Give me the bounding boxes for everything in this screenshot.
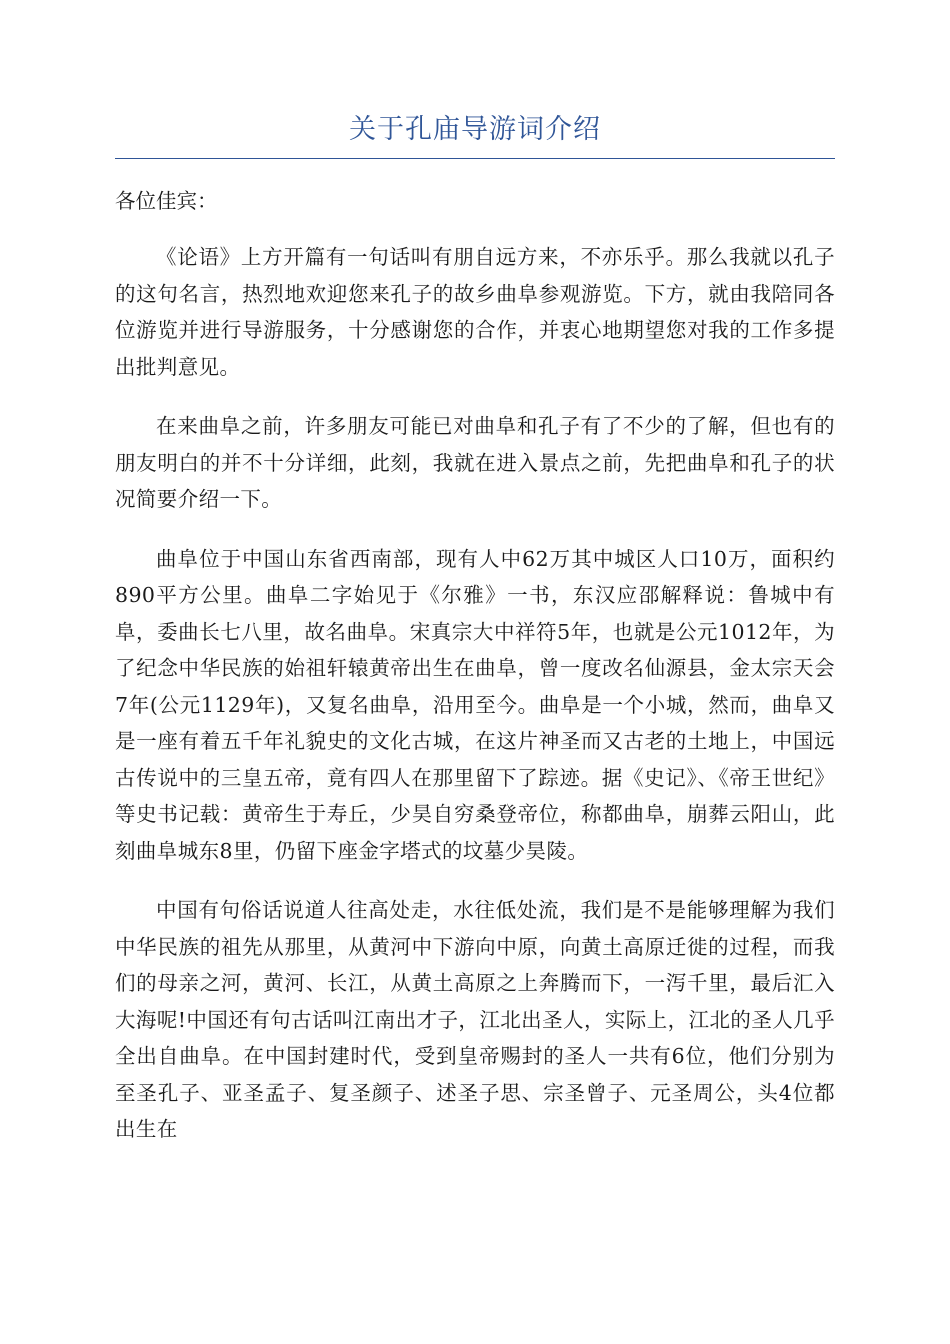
greeting-line: 各位佳宾： — [115, 189, 218, 213]
title-underline — [115, 158, 835, 159]
paragraph-4: 中国有句俗话说道人往高处走，水往低处流，我们是不是能够理解为我们中华民族的祖先从那里，从黄河中下游向中原，向黄土高原迁徙的过程，而我们的母亲之河，黄河、长江，从黄土高原之上奔腾而下，一泻千里，最后汇入大海呢!中国还有句古话叫江南出才子，江北出圣人，实际上，江北的圣人几乎全出自曲阜。在中国封建时代，受到皇帝赐封的圣人一共有6位，他们分别为至圣孔子、亚圣孟子、复圣颜子、述圣子思、宗圣曾子、元圣周公，头4位都出生在 — [115, 898, 835, 1141]
document-page — [115, 110, 835, 1171]
paragraph-3: 曲阜位于中国山东省西南部，现有人中62万其中城区人口10万，面积约890平方公里。曲阜二字始见于《尔雅》一书，东汉应邵解释说：鲁城中有阜，委曲长七八里，故名曲阜。宋真宗大中祥符5年，也就是公元1012年，为了纪念中华民族的始祖轩辕黄帝出生在曲阜，曾一度改名仙源县，金太宗天会7年(公元1129年)，又复名曲阜，沿用至今。曲阜是一个小城，然而，曲阜又是一座有着五千年礼貌史的文化古城，在这片神圣而又古老的土地上，中国远古传说中的三皇五帝，竟有四人在那里留下了踪迹。据《史记》、《帝王世纪》等史书记载：黄帝生于寿丘，少昊自穷桑登帝位，称都曲阜，崩葬云阳山，此刻曲阜城东8里，仍留下座金字塔式的坟墓少昊陵。 — [115, 546, 835, 863]
paragraph-1: 《论语》上方开篇有一句话叫有朋自远方来，不亦乐乎。那么我就以孔子的这句名言，热烈地欢迎您来孔子的故乡曲阜参观游览。下方，就由我陪同各位游览并进行导游服务，十分感谢您的合作，并衷心地期望您对我的工作多提出批判意见。 — [115, 245, 835, 379]
document-title: 关于孔庙导游词介绍 — [349, 114, 601, 145]
paragraph-2: 在来曲阜之前，许多朋友可能已对曲阜和孔子有了不少的了解，但也有的朋友明白的并不十分详细，此刻，我就在进入景点之前，先把曲阜和孔子的状况简要介绍一下。 — [115, 414, 835, 511]
